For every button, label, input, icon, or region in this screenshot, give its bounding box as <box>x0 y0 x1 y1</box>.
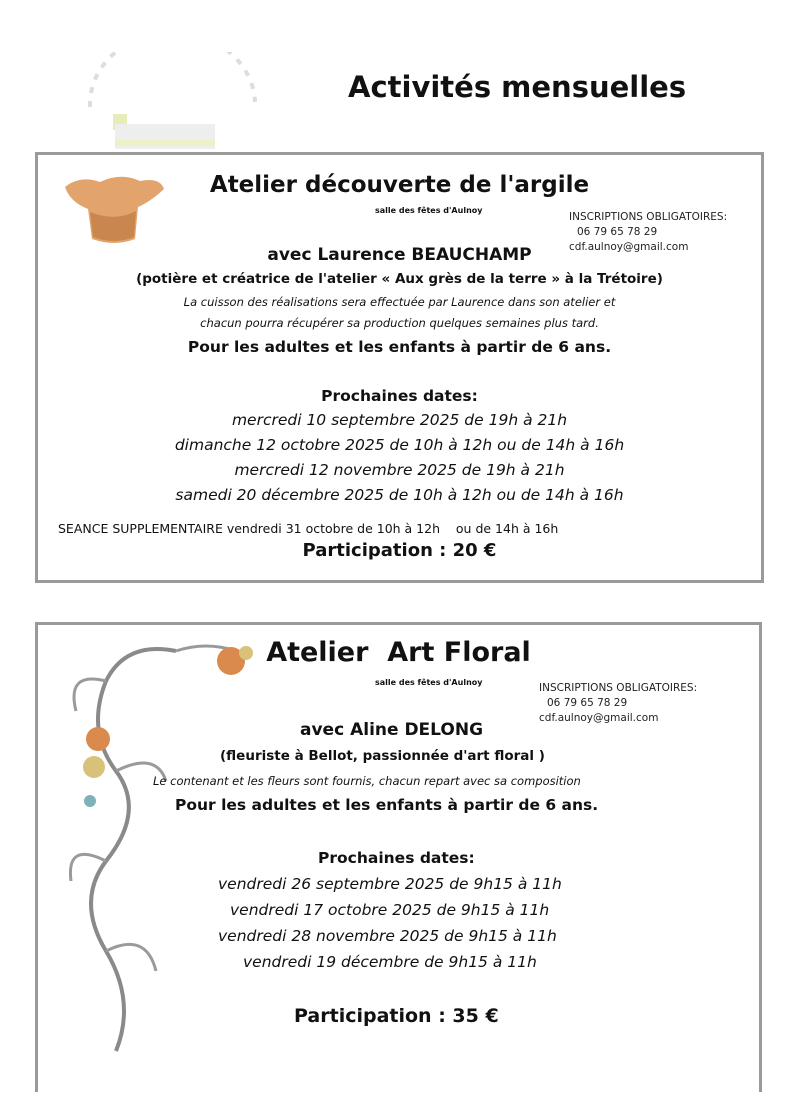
date-item: dimanche 12 octobre 2025 de 10h à 12h ou de 14h à 16h <box>174 436 625 454</box>
inscriptions <box>539 681 697 726</box>
date-item: mercredi 12 novembre 2025 de 19h à 21h <box>234 461 565 479</box>
host-description: (fleuriste à Bellot, passionnée d'art floral ) <box>220 748 545 764</box>
note: La cuisson des réalisations sera effectuée par Laurence dans son atelier et <box>183 295 616 309</box>
date-item: vendredi 19 décembre de 9h15 à 11h <box>243 953 537 971</box>
venue: salle des fêtes d'Aulnoy <box>375 206 483 215</box>
section-title: Atelier Art Floral <box>266 637 531 668</box>
page-title: Activités mensuelles <box>348 70 687 104</box>
venue: salle des fêtes d'Aulnoy <box>375 678 483 687</box>
association-logo <box>75 52 265 152</box>
note: Le contenant et les fleurs sont fournis, chacun repart avec sa composition <box>153 774 581 788</box>
date-item: samedi 20 décembre 2025 de 10h à 12h ou de 14h à 16h <box>175 486 624 504</box>
phone: 06 79 65 78 29 <box>577 226 658 238</box>
price: Participation : 35 € <box>294 1005 499 1027</box>
email[interactable]: cdf.aulnoy@gmail.com <box>569 241 689 253</box>
date-item: vendredi 26 septembre 2025 de 9h15 à 11h <box>218 875 562 893</box>
host: avec Aline DELONG <box>300 720 484 740</box>
dates-label: Prochaines dates: <box>318 849 475 867</box>
date-item: vendredi 17 octobre 2025 de 9h15 à 11h <box>230 901 550 919</box>
clay-workshop-section <box>35 152 764 583</box>
note: chacun pourra récupérer sa production quelques semaines plus tard. <box>200 316 599 330</box>
email[interactable]: cdf.aulnoy@gmail.com <box>539 712 659 724</box>
section-title: Atelier découverte de l'argile <box>209 172 590 198</box>
audience: Pour les adultes et les enfants à partir de 6 ans. <box>187 338 612 356</box>
price: Participation : 20 € <box>302 540 497 561</box>
host-description: (potière et créatrice de l'atelier « Aux grès de la terre » à la Trétoire) <box>136 271 663 287</box>
date-item: mercredi 10 septembre 2025 de 19h à 21h <box>231 411 568 429</box>
phone: 06 79 65 78 29 <box>547 697 628 709</box>
floral-ornament <box>46 631 286 1071</box>
floral-workshop-section <box>35 622 762 1092</box>
host: avec Laurence BEAUCHAMP <box>267 245 532 265</box>
inscriptions-label: INSCRIPTIONS OBLIGATOIRES: <box>569 211 728 223</box>
inscriptions-label: INSCRIPTIONS OBLIGATOIRES: <box>539 682 698 694</box>
dates-label: Prochaines dates: <box>321 387 478 405</box>
audience: Pour les adultes et les enfants à partir de 6 ans. <box>175 796 599 814</box>
date-item: vendredi 28 novembre 2025 de 9h15 à 11h <box>218 927 557 945</box>
extra-session: SEANCE SUPPLEMENTAIRE vendredi 31 octobre de 10h à 12h ou de 14h à 16h <box>58 521 559 536</box>
